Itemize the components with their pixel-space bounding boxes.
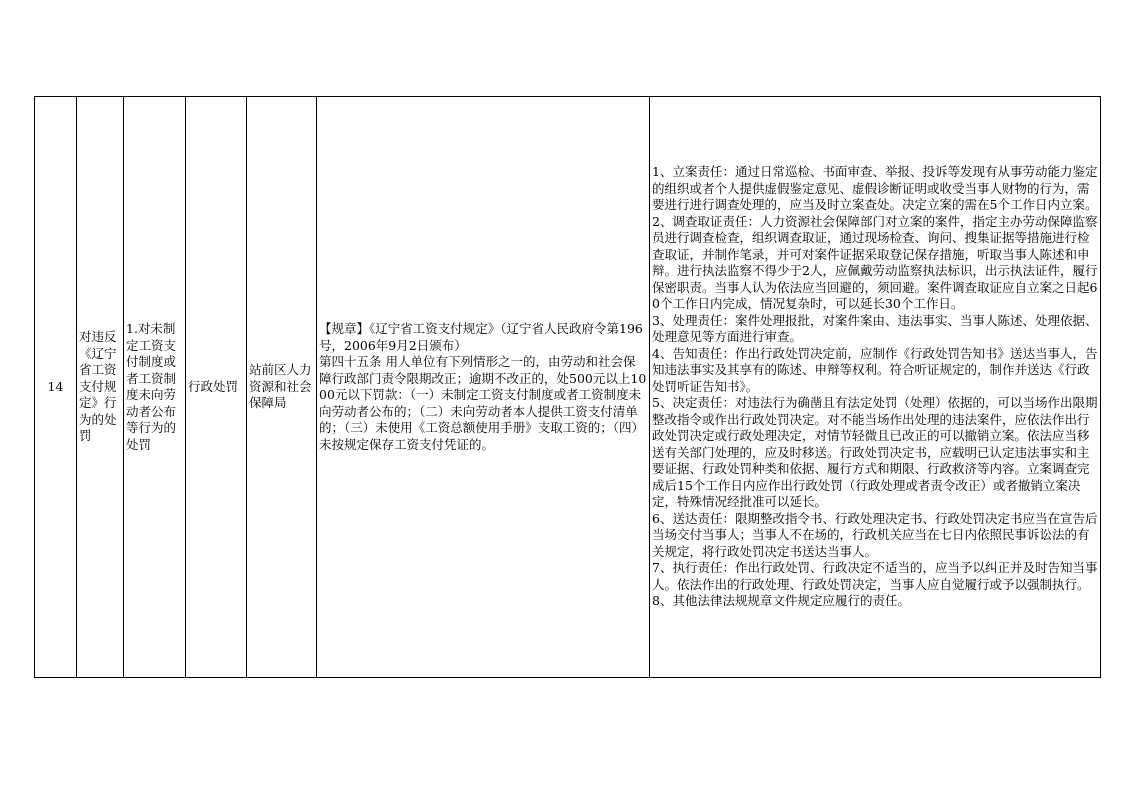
responsibility-item: 7、执行责任：作出行政处罚、行政决定不适当的，应当予以纠正并及时告知当事人。依法作出的行政处理、行政处罚决定，当事人应自觉履行或予以强制执行。 bbox=[652, 560, 1098, 592]
responsibility-item: 3、处理责任：案件处理报批，对案件案由、违法事实、当事人陈述、处理依据、处理意见等方面进行审查。 bbox=[652, 312, 1098, 345]
legal-basis-text: 【规章】《辽宁省工资支付规定》（辽宁省人民政府令第196号，2006年9月2日颁布） 第四十五条 用人单位有下列情形之一的，由劳动和社会保障行政部门责令限期改正；逾期不改正的，处500元以上1000元以下罚款：（一）未制定工资支付制度或者工资制度未向劳动者公布的；（二）未向劳动者本人提供工资支付清单的；（三）未使用《工资总额使用手册》支取工资的；（四）未按规定保存工资支付凭证的。 bbox=[319, 321, 647, 452]
legal-basis bbox=[317, 97, 650, 678]
sub-item-name: 1.对未制定工资支付制度或者工资制度未向劳动者公布等行为的处罚 bbox=[124, 97, 186, 678]
table-row bbox=[35, 97, 1101, 678]
category: 行政处罚 bbox=[186, 97, 247, 678]
responsibilities bbox=[650, 97, 1101, 678]
responsibility-item: 4、告知责任：作出行政处罚决定前，应制作《行政处罚告知书》送达当事人，告知违法事实及其享有的陈述、申辩等权利。符合听证规定的，制作并送达《行政处罚听证告知书》。 bbox=[652, 345, 1098, 394]
responsibility-item: 5、决定责任：对违法行为确凿且有法定处罚（处理）依据的，可以当场作出限期整改指令或作出行政处罚决定。对不能当场作出处理的违法案件，应依法作出行政处罚决定或行政处理决定，对情节轻微且已改正的可以撤销立案。依法应当移送有关部门处理的，应及时移送。行政处罚决定书，应载明已认定违法事实和主要证据、行政处罚种类和依据、履行方式和期限、行政救济等内容。立案调查完成后15个工作日内应作出行政处罚（行政处理或者责令改正）或者撤销立案决定，特殊情况经批准可以延长。 bbox=[652, 395, 1098, 510]
responsibility-table bbox=[34, 96, 1101, 678]
responsibility-item: 2、调查取证责任：人力资源社会保障部门对立案的案件，指定主办劳动保障监察员进行调查检查，组织调查取证，通过现场检查、询问、搜集证据等措施进行检查取证，并制作笔录，并可对案件证据采取登记保存措施，听取当事人陈述和申辩。进行执法监察不得少于2人，应佩戴劳动监察执法标识，出示执法证件，履行保密职责。当事人认为依法应当回避的，须回避。案件调查取证应自立案之日起60个工作日内完成，情况复杂时，可以延长30个工作日。 bbox=[652, 213, 1098, 312]
item-name: 对违反《辽宁省工资支付规定》行为的处罚 bbox=[77, 97, 124, 678]
row-number: 14 bbox=[35, 97, 77, 678]
responsibility-item: 6、送达责任：限期整改指令书、行政处理决定书、行政处罚决定书应当在宣告后当场交付当事人；当事人不在场的，行政机关应当在七日内依照民事诉讼法的有关规定，将行政处罚决定书送达当事人。 bbox=[652, 510, 1098, 559]
responsibility-item: 1、立案责任：通过日常巡检、书面审查、举报、投诉等发现有从事劳动能力鉴定的组织或者个人提供虚假鉴定意见、虚假诊断证明或收受当事人财物的行为，需要进行进行调查处理的，应当及时立案查处。决定立案的需在5个工作日内立案。 bbox=[652, 164, 1098, 213]
department: 站前区人力资源和社会保障局 bbox=[247, 97, 317, 678]
responsibility-item: 8、其他法律法规规章文件规定应履行的责任。 bbox=[652, 593, 910, 609]
